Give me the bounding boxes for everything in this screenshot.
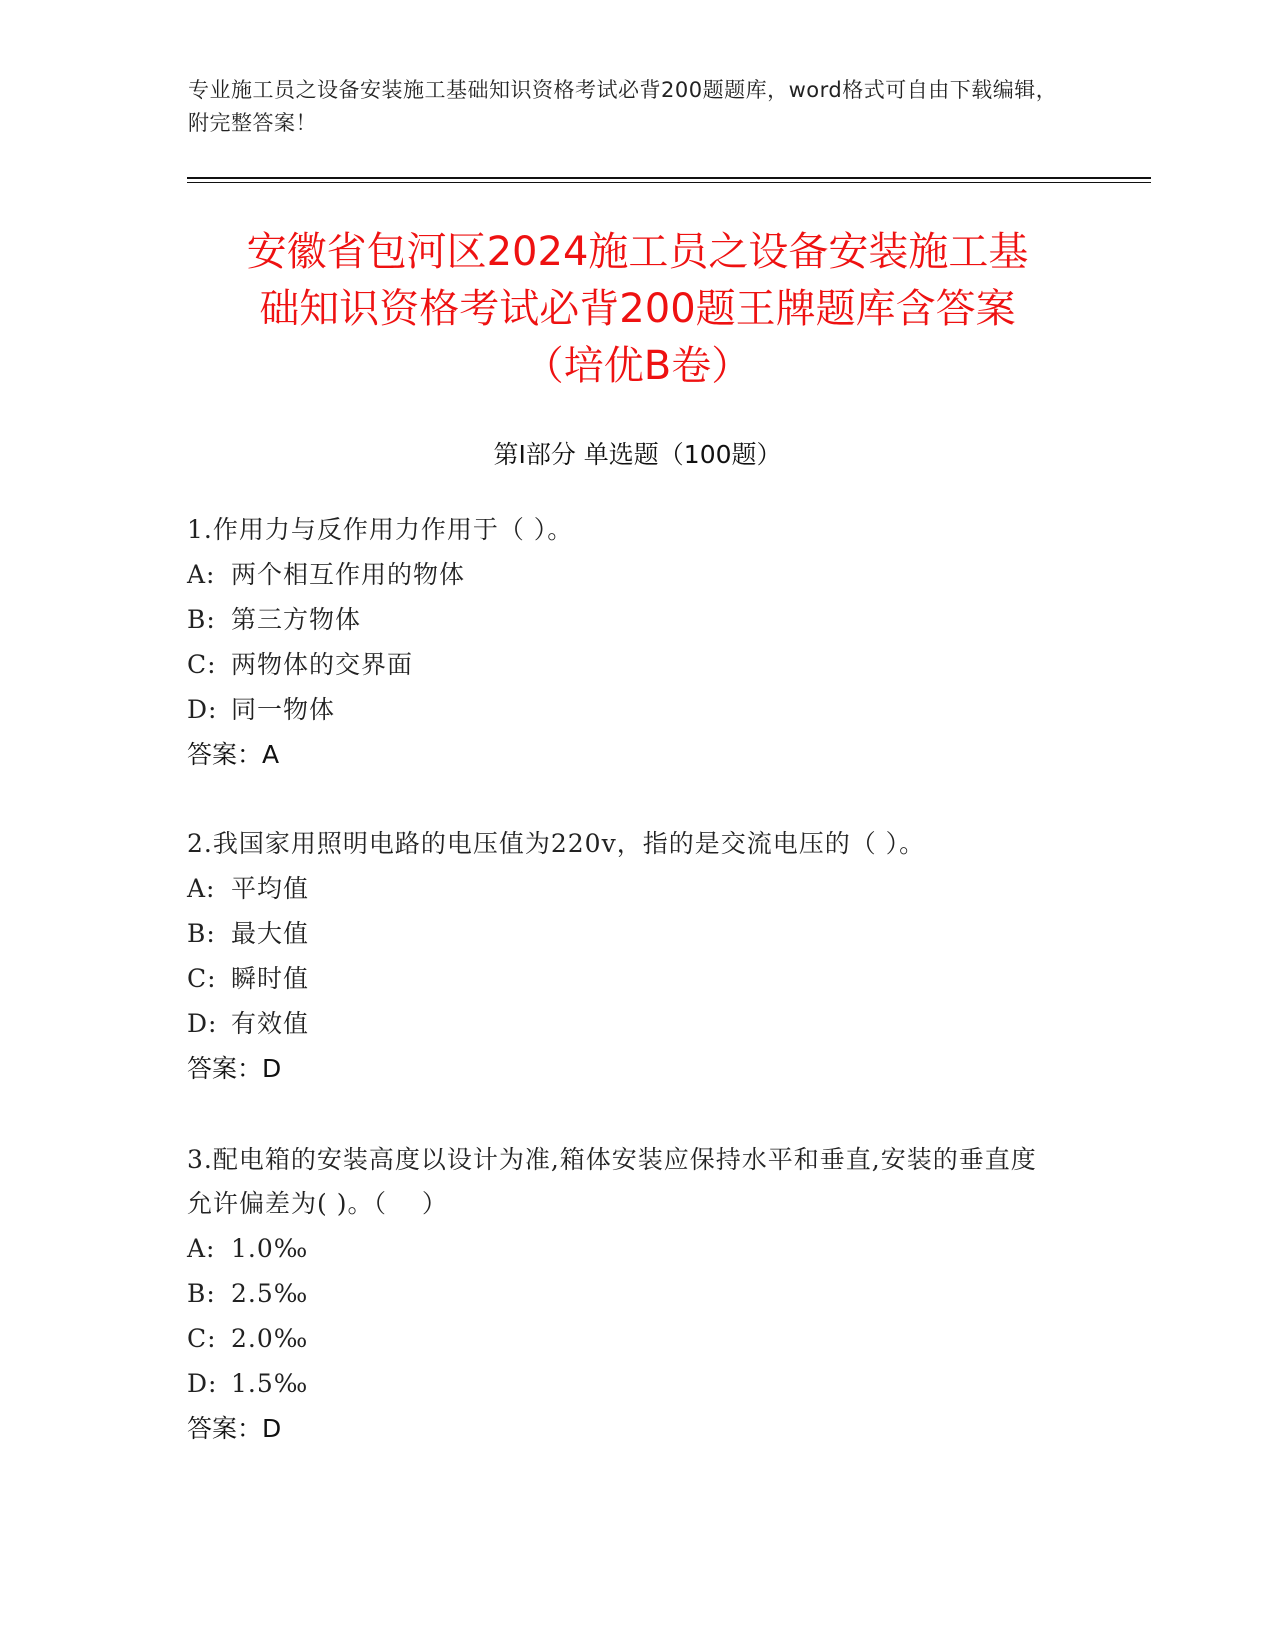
option-letter: D: <box>187 695 218 724</box>
option-text: 有效值 <box>231 1009 310 1038</box>
option-letter: B: <box>187 919 216 948</box>
option-a <box>187 1226 1057 1271</box>
option-c <box>187 642 1087 687</box>
option-d <box>187 1001 1087 1046</box>
answer-line: 答案：D <box>187 1054 282 1083</box>
option-text: 最大值 <box>231 919 310 948</box>
option-text: 瞬时值 <box>231 964 310 993</box>
answer-line: 答案：D <box>187 1414 282 1443</box>
question-stem: 2.我国家用照明电路的电压值为220v，指的是交流电压的（ ）。 <box>187 829 926 858</box>
header-rule-thick <box>187 177 1151 179</box>
option-text: 2.0‰ <box>231 1324 309 1353</box>
option-letter: C: <box>187 1324 217 1353</box>
option-letter: A: <box>187 560 216 589</box>
option-letter: B: <box>187 1279 216 1308</box>
option-text: 同一物体 <box>231 695 336 724</box>
option-letter: C: <box>187 650 217 679</box>
header-note: 专业施工员之设备安装施工基础知识资格考试必背200题题库，word格式可自由下载编辑，附完整答案！ <box>188 78 1058 135</box>
option-b <box>187 597 1087 642</box>
option-text: 平均值 <box>231 874 310 903</box>
option-letter: A: <box>187 1234 216 1263</box>
section-title: 第Ⅰ部分 单选题（100题） <box>493 440 782 469</box>
option-d <box>187 1361 1057 1406</box>
question-2 <box>187 822 1087 1091</box>
option-b <box>187 1271 1057 1316</box>
option-letter: D: <box>187 1369 218 1398</box>
option-text: 1.0‰ <box>231 1234 309 1263</box>
option-text: 2.5‰ <box>231 1279 309 1308</box>
question-3 <box>187 1138 1057 1451</box>
title-line-3: （培优B卷） <box>523 343 752 389</box>
option-d <box>187 687 1087 732</box>
question-1 <box>187 508 1087 777</box>
header-rule-thin <box>187 182 1151 183</box>
option-letter: B: <box>187 605 216 634</box>
title-line-2: 础知识资格考试必背200题王牌题库含答案 <box>259 286 1016 332</box>
document-title <box>140 224 1135 395</box>
option-c <box>187 956 1087 1001</box>
title-line-1: 安徽省包河区2024施工员之设备安装施工基 <box>246 229 1029 275</box>
option-b <box>187 911 1087 956</box>
option-letter: D: <box>187 1009 218 1038</box>
option-c <box>187 1316 1057 1361</box>
option-letter: A: <box>187 874 216 903</box>
option-a <box>187 866 1087 911</box>
question-stem: 1.作用力与反作用力作用于（ ）。 <box>187 515 574 544</box>
option-a <box>187 552 1087 597</box>
option-text: 1.5‰ <box>231 1369 309 1398</box>
option-text: 两物体的交界面 <box>231 650 414 679</box>
option-text: 第三方物体 <box>231 605 362 634</box>
question-stem: 3.配电箱的安装高度以设计为准,箱体安装应保持水平和垂直,安装的垂直度允许偏差为( )。（ ） <box>187 1145 1037 1218</box>
option-text: 两个相互作用的物体 <box>231 560 466 589</box>
option-letter: C: <box>187 964 217 993</box>
answer-line: 答案：A <box>187 740 280 769</box>
